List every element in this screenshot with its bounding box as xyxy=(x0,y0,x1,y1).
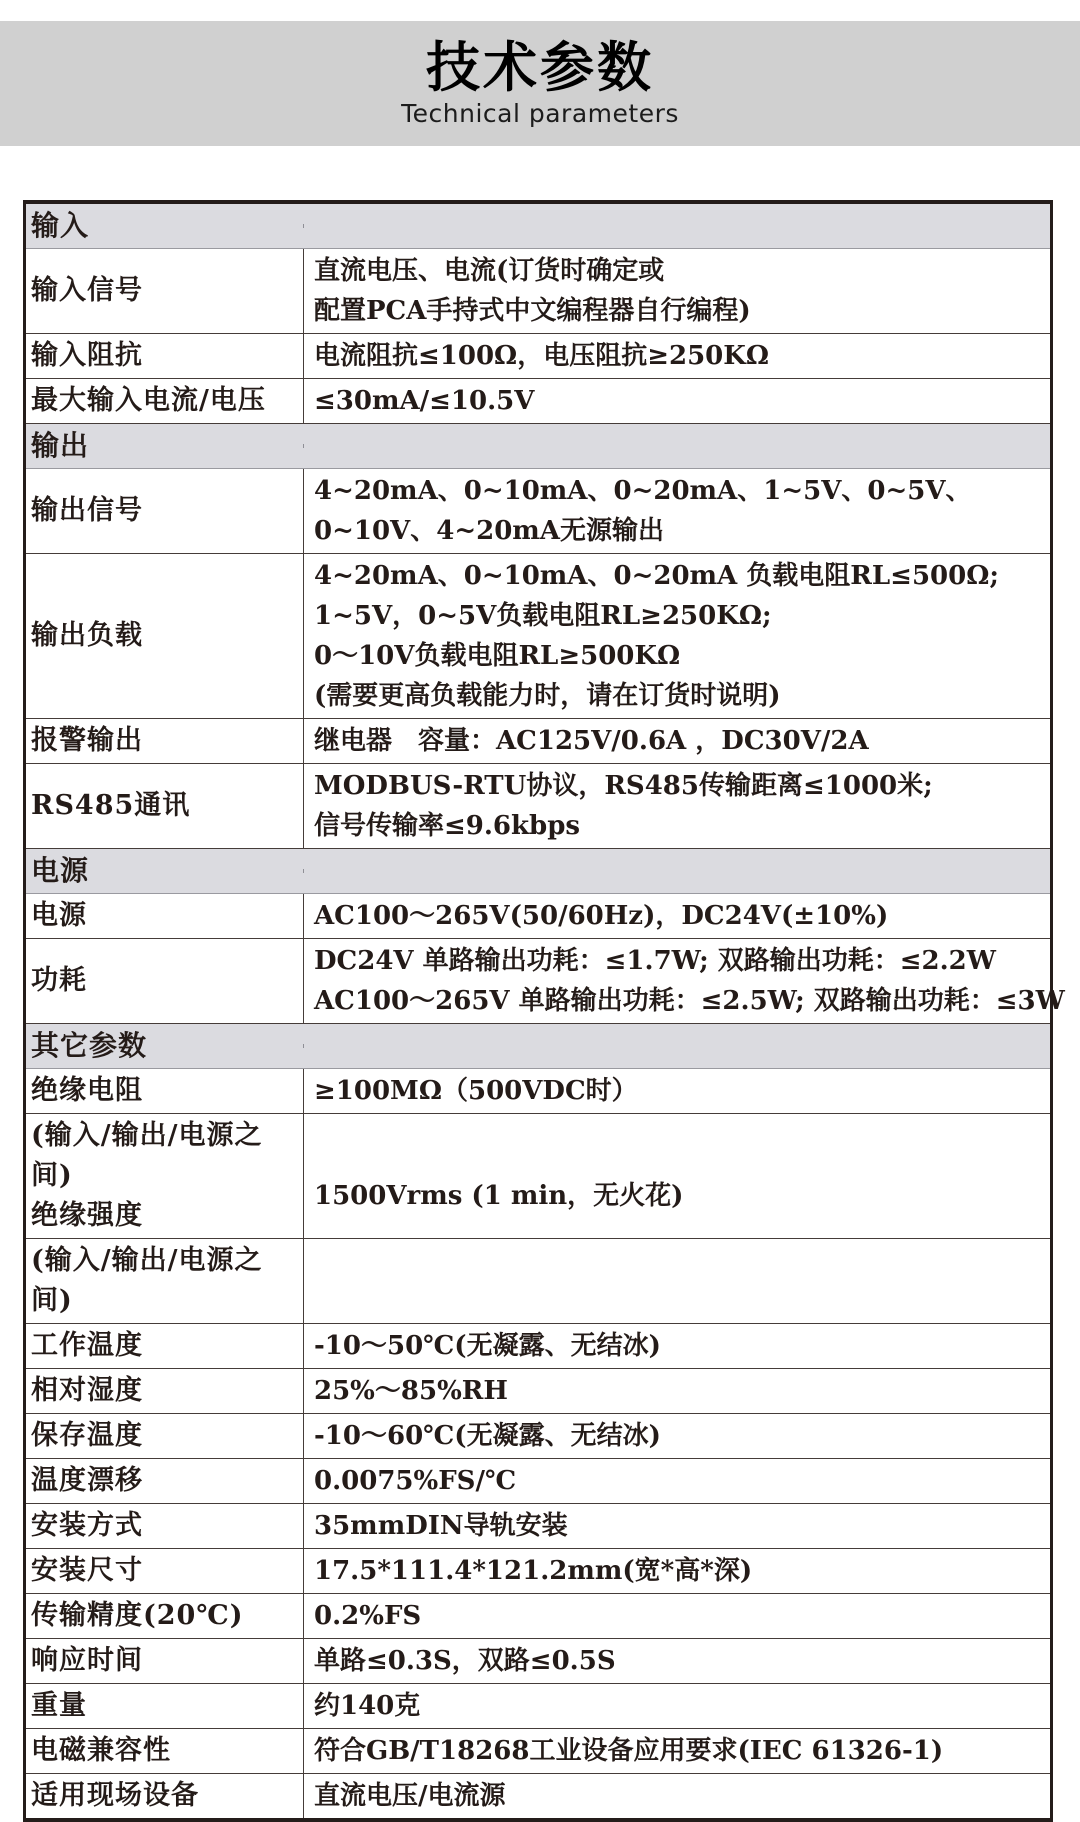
param-label xyxy=(26,1684,303,1728)
text-line: 1500Vrms (1 min，无火花) xyxy=(314,1181,684,1211)
param-label xyxy=(26,334,303,378)
param-value xyxy=(303,1729,1050,1773)
text-line: 电源 xyxy=(31,900,87,931)
table-row xyxy=(26,764,1050,849)
table-row xyxy=(26,1414,1050,1459)
table-row xyxy=(26,1774,1050,1818)
param-label xyxy=(26,469,303,553)
param-value xyxy=(303,334,1050,378)
text-line: AC100～265V(50/60Hz)，DC24V(±10%) xyxy=(314,901,889,931)
text-line: 输出负载 xyxy=(31,620,143,651)
table-row xyxy=(26,249,1050,334)
param-value xyxy=(303,894,1050,938)
text-line: 0.0075%FS/℃ xyxy=(314,1466,517,1496)
param-label xyxy=(26,764,303,848)
param-label xyxy=(26,849,303,893)
param-label xyxy=(26,1729,303,1773)
text-line: RS485通讯 xyxy=(31,790,191,821)
text-line: 直流电压、电流(订货时确定或 xyxy=(314,256,665,286)
text-line: 工作温度 xyxy=(31,1330,143,1361)
table-row xyxy=(26,379,1050,424)
param-value xyxy=(303,1414,1050,1458)
text-line xyxy=(314,1261,1050,1301)
param-value xyxy=(303,554,1050,718)
section-row xyxy=(26,1024,1050,1069)
text-line: 符合GB/T18268工业设备应用要求(IEC 61326-1) xyxy=(314,1736,944,1766)
text-line: 其它参数 xyxy=(31,1029,148,1062)
text-line: 温度漂移 xyxy=(31,1465,143,1496)
param-value xyxy=(303,1069,1050,1113)
param-label xyxy=(26,1024,303,1068)
text-line: 0～10V负载电阻RL≥500KΩ xyxy=(314,641,681,671)
param-value xyxy=(303,1459,1050,1503)
text-line: 输出信号 xyxy=(31,495,143,526)
table-row xyxy=(26,1549,1050,1594)
page-subtitle: Technical parameters xyxy=(401,98,679,128)
param-value xyxy=(303,469,1050,553)
text-line: 0.2%FS xyxy=(314,1601,422,1631)
table-row xyxy=(26,1684,1050,1729)
param-value xyxy=(303,869,1050,873)
text-line: 25%～85%RH xyxy=(314,1376,508,1406)
table-row xyxy=(26,1324,1050,1369)
text-line: 响应时间 xyxy=(31,1645,143,1676)
param-value xyxy=(303,719,1050,763)
param-value xyxy=(303,444,1050,448)
param-value xyxy=(303,1369,1050,1413)
text-line: 保存温度 xyxy=(31,1420,143,1451)
text-line: MODBUS-RTU协议，RS485传输距离≤1000米; xyxy=(314,771,933,801)
technical-parameters-table xyxy=(23,200,1065,1822)
section-row xyxy=(26,204,1050,249)
param-label xyxy=(26,379,303,423)
text-line: 4~20mA、0~10mA、0~20mA 负载电阻RL≤500Ω; xyxy=(314,561,999,591)
param-label xyxy=(26,1774,303,1818)
param-value xyxy=(303,1044,1050,1048)
text-line: ≥100MΩ（500VDC时） xyxy=(314,1076,638,1106)
text-line: 最大输入电流/电压 xyxy=(31,385,266,416)
table-row xyxy=(26,554,1050,719)
param-value xyxy=(303,224,1050,228)
param-label xyxy=(26,424,303,468)
param-value xyxy=(303,1324,1050,1368)
param-value xyxy=(303,1549,1050,1593)
param-value xyxy=(303,939,1065,1023)
text-line: 直流电压/电流源 xyxy=(314,1781,506,1811)
text-line: 安装方式 xyxy=(31,1510,143,1541)
param-value xyxy=(303,1239,1050,1323)
text-line: 0~10V、4~20mA无源输出 xyxy=(314,516,664,546)
text-line xyxy=(314,1136,1050,1176)
text-line: 重量 xyxy=(31,1690,87,1721)
param-label xyxy=(26,719,303,763)
text-line: 电磁兼容性 xyxy=(31,1735,171,1766)
table-row xyxy=(26,1594,1050,1639)
table-row xyxy=(26,334,1050,379)
param-value xyxy=(303,379,1050,423)
text-line: 传输精度(20℃) xyxy=(31,1600,244,1631)
text-line: 绝缘电阻 xyxy=(31,1075,143,1106)
param-label xyxy=(26,1324,303,1368)
param-label xyxy=(26,249,303,333)
page-title: 技术参数 xyxy=(426,35,654,99)
param-label xyxy=(26,1549,303,1593)
text-line: 输入阻抗 xyxy=(31,340,143,371)
table-row xyxy=(26,939,1065,1024)
table-row xyxy=(26,1239,1050,1324)
text-line: 相对湿度 xyxy=(31,1375,143,1406)
text-line: 适用现场设备 xyxy=(31,1780,199,1811)
param-label xyxy=(26,1414,303,1458)
param-label xyxy=(26,939,303,1023)
param-value xyxy=(303,1684,1050,1728)
table-row xyxy=(26,1639,1050,1684)
text-line: -10～60℃(无凝露、无结冰) xyxy=(314,1421,661,1451)
title-banner xyxy=(0,21,1080,146)
text-line: 报警输出 xyxy=(31,725,143,756)
table-row xyxy=(26,894,1050,939)
param-label xyxy=(26,1594,303,1638)
text-line: AC100～265V 单路输出功耗：≤2.5W; 双路输出功耗：≤3W xyxy=(314,986,1065,1016)
text-line: 输出 xyxy=(31,429,90,462)
text-line: 电源 xyxy=(31,854,90,887)
table-row xyxy=(26,1069,1050,1114)
param-label xyxy=(26,1504,303,1548)
param-value xyxy=(303,764,1050,848)
section-row xyxy=(26,849,1050,894)
text-line: ≤30mA/≤10.5V xyxy=(314,386,535,416)
section-row xyxy=(26,424,1050,469)
param-label xyxy=(26,1639,303,1683)
table-row xyxy=(26,469,1050,554)
text-line: 约140克 xyxy=(314,1691,421,1721)
text-line: DC24V 单路输出功耗：≤1.7W; 双路输出功耗：≤2.2W xyxy=(314,946,996,976)
param-label xyxy=(26,554,303,718)
param-label xyxy=(26,1239,303,1323)
param-value xyxy=(303,249,1050,333)
param-label xyxy=(26,1459,303,1503)
table-row xyxy=(26,1459,1050,1504)
table-row xyxy=(26,1369,1050,1414)
text-line: (输入/输出/电源之间) xyxy=(31,1245,263,1316)
table-row xyxy=(26,719,1050,764)
param-value xyxy=(303,1504,1050,1548)
text-line: 电流阻抗≤100Ω，电压阻抗≥250KΩ xyxy=(314,341,770,371)
param-label xyxy=(26,1369,303,1413)
text-line: -10～50℃(无凝露、无结冰) xyxy=(314,1331,661,1361)
text-line: 输入 xyxy=(31,209,90,242)
param-value xyxy=(303,1774,1050,1818)
text-line: 35mmDIN导轨安装 xyxy=(314,1511,568,1541)
param-value xyxy=(303,1594,1050,1638)
text-line: 单路≤0.3S，双路≤0.5S xyxy=(314,1646,616,1676)
text-line: 功耗 xyxy=(31,965,87,996)
text-line: 1~5V，0~5V负载电阻RL≥250KΩ; xyxy=(314,601,772,631)
param-label xyxy=(26,204,303,248)
param-value xyxy=(303,1114,1050,1238)
param-label xyxy=(26,1069,303,1113)
table-row xyxy=(26,1504,1050,1549)
text-line: 输入信号 xyxy=(31,275,143,306)
table-row xyxy=(26,1114,1050,1239)
table-row xyxy=(26,1729,1050,1774)
text-line: 安装尺寸 xyxy=(31,1555,143,1586)
text-line: 继电器 容量：AC125V/0.6A ，DC30V/2A xyxy=(314,726,869,756)
text-line: (需要更高负载能力时，请在订货时说明) xyxy=(314,681,781,711)
text-line: (输入/输出/电源之间) xyxy=(31,1120,263,1191)
text-line: 配置PCA手持式中文编程器自行编程) xyxy=(314,296,751,326)
text-line: 绝缘强度 xyxy=(31,1200,143,1231)
text-line: 17.5*111.4*121.2mm(宽*高*深) xyxy=(314,1556,753,1586)
param-label xyxy=(26,894,303,938)
text-line: 4~20mA、0~10mA、0~20mA、1~5V、0~5V、 xyxy=(314,476,972,506)
param-value xyxy=(303,1639,1050,1683)
param-label xyxy=(26,1114,303,1238)
text-line: 信号传输率≤9.6kbps xyxy=(314,811,581,841)
